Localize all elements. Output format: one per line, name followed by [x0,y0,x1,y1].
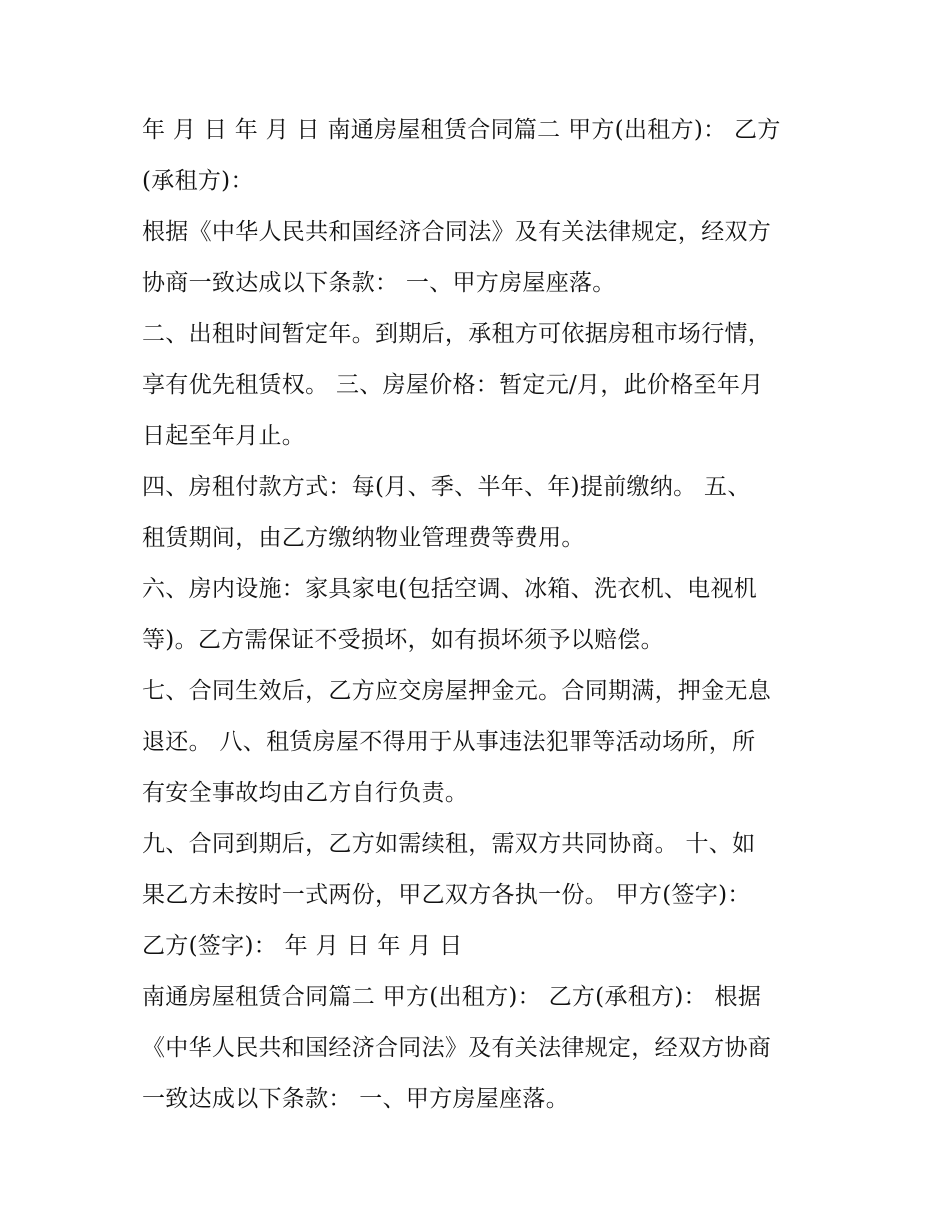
text-line: 一致达成以下条款： 一、甲方房屋座落。 [142,1086,570,1112]
text-line: 九、合同到期后，乙方如需续租，需双方共同协商。 十、如 [142,831,756,857]
text-line: 二、出租时间暂定年。到期后，承租方可依据房租市场行情， [142,321,772,347]
text-line: 《中华人民共和国经济合同法》及有关法律规定，经双方协商 [142,1035,772,1061]
text-line: 享有优先租赁权。 三、房屋价格：暂定元/月，此价格至年月 [142,372,764,398]
text-line: 六、房内设施：家具家电(包括空调、冰箱、洗衣机、电视机 [142,576,758,602]
text-line: 七、合同生效后，乙方应交房屋押金元。合同期满，押金无息 [142,678,772,704]
text-line: 有安全事故均由乙方自行负责。 [142,780,469,806]
text-line: 协商一致达成以下条款： 一、甲方房屋座落。 [142,270,616,296]
text-line: 果乙方未按时一式两份，甲乙双方各执一份。 甲方(签字)： [142,882,751,908]
text-line: 退还。 八、租赁房屋不得用于从事违法犯罪等活动场所，所 [142,729,756,755]
text-line: (承租方)： [142,168,254,194]
text-line: 日起至年月止。 [142,423,306,449]
text-line: 等)。乙方需保证不受损坏，如有损坏须予以赔偿。 [142,627,664,653]
text-line: 四、房租付款方式：每(月、季、半年、年)提前缴纳。 五、 [142,474,751,500]
text-line: 租赁期间，由乙方缴纳物业管理费等费用。 [142,525,585,551]
text-line: 乙方(签字)： 年 月 日 年 月 日 [142,933,463,959]
text-line: 根据《中华人民共和国经济合同法》及有关法律规定，经双方 [142,219,772,245]
text-line: 年 月 日 年 月 日 南通房屋租赁合同篇二 甲方(出租方)： 乙方 [142,117,781,143]
text-line: 南通房屋租赁合同篇二 甲方(出租方)： 乙方(承租方)： 根据 [142,984,762,1010]
